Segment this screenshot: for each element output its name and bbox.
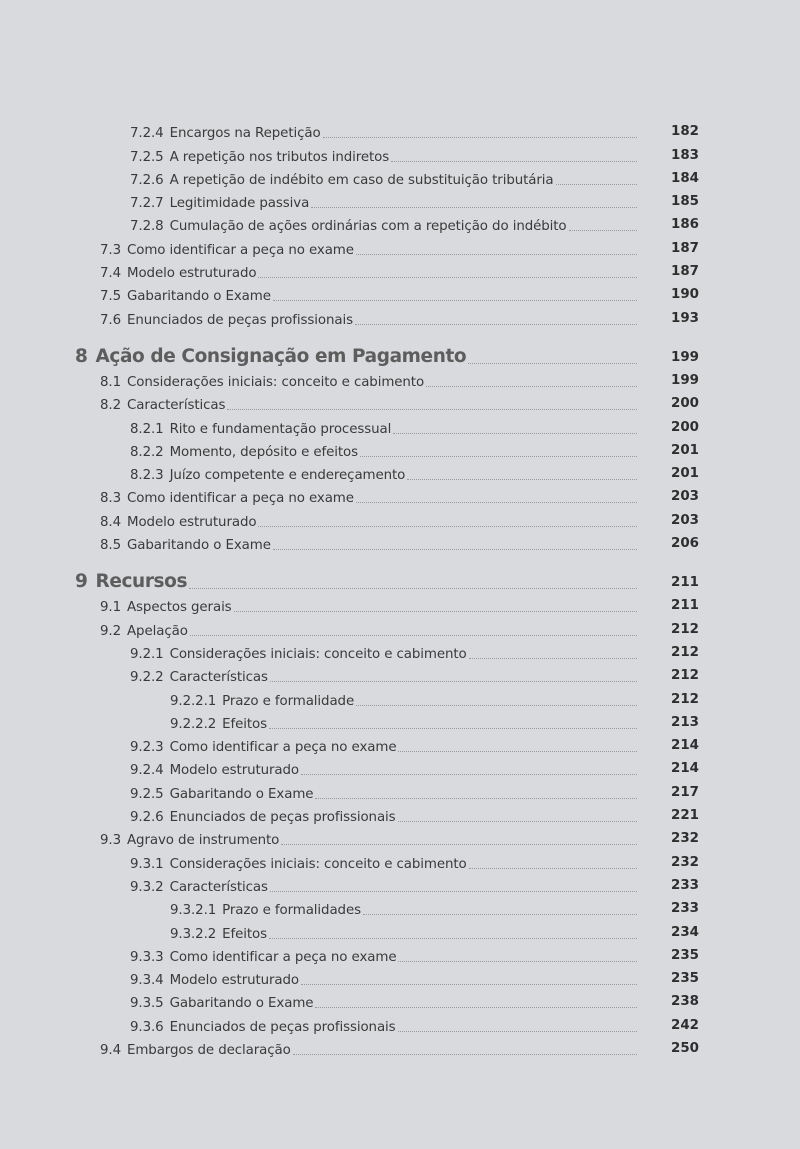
toc-entry-title: Ação de Consignação em Pagamento (95, 345, 467, 367)
dot-leader (356, 254, 637, 255)
toc-entry[interactable] (0, 508, 800, 531)
toc-entry-label (100, 288, 273, 306)
toc-entry[interactable] (0, 1037, 800, 1060)
toc-entry-page-number: 183 (671, 147, 699, 163)
toc-entry[interactable] (0, 617, 800, 640)
toc-entry-label (130, 467, 407, 485)
dot-leader (301, 774, 637, 775)
dot-leader (281, 844, 637, 845)
toc-entry-label (130, 444, 360, 462)
dot-leader (360, 456, 637, 457)
toc-entry[interactable] (0, 687, 800, 710)
toc-entry-label (130, 995, 315, 1013)
dot-leader (356, 705, 637, 706)
toc-entry-label (130, 669, 270, 687)
toc-entry-page-number: 221 (671, 808, 699, 824)
toc-entry-number: 8.5 (100, 538, 121, 554)
toc-entry[interactable] (0, 920, 800, 943)
toc-entry-label (100, 599, 234, 617)
dot-leader (363, 914, 637, 915)
toc-entry-number: 9.3 (100, 833, 121, 849)
toc-entry-page-number: 185 (671, 194, 699, 210)
toc-entry-page-number: 201 (671, 466, 699, 482)
toc-entry[interactable] (0, 190, 800, 213)
toc-entry-label (130, 856, 469, 874)
toc-entry[interactable] (0, 897, 800, 920)
dot-leader (270, 891, 637, 892)
toc-entry-page-number: 211 (671, 598, 699, 614)
toc-entry-number: 9.4 (100, 1042, 121, 1058)
toc-entry-number: 9.2 (100, 623, 121, 639)
toc-entry-page-number: 212 (671, 644, 699, 660)
toc-entry-label (100, 242, 356, 260)
toc-chapter-entry[interactable] (0, 564, 800, 594)
toc-entry-number: 9.2.2 (130, 670, 164, 686)
toc-entry-title: Efeitos (222, 716, 268, 732)
toc-entry-label (130, 879, 270, 897)
toc-entry[interactable] (0, 120, 800, 143)
toc-entry[interactable] (0, 990, 800, 1013)
toc-entry-title: Características (169, 879, 268, 895)
toc-entry-number: 7.4 (100, 266, 121, 282)
toc-entry[interactable] (0, 804, 800, 827)
toc-entry-number: 9 (75, 571, 88, 593)
toc-entry-title: Gabaritando o Exame (169, 786, 314, 802)
toc-entry-title: Legitimidade passiva (169, 196, 310, 212)
toc-entry-title: Como identificar a peça no exame (127, 491, 354, 507)
dot-leader (227, 409, 637, 410)
toc-entry-label (75, 570, 189, 594)
dot-leader (407, 479, 637, 480)
toc-entry-title: Prazo e formalidade (222, 693, 355, 709)
toc-entry-label (130, 149, 391, 167)
toc-entry-page-number: 213 (671, 714, 699, 730)
toc-entry-page-number: 200 (671, 419, 699, 435)
toc-entry-title: A repetição nos tributos indiretos (169, 149, 390, 165)
dot-leader (356, 502, 637, 503)
toc-entry-label (130, 739, 398, 757)
toc-entry-number: 7.6 (100, 312, 121, 328)
toc-entry-page-number: 186 (671, 217, 699, 233)
toc-entry-label (100, 312, 355, 330)
toc-entry-number: 9.2.1 (130, 646, 164, 662)
toc-entry-page-number: 203 (671, 512, 699, 528)
dot-leader (269, 728, 637, 729)
toc-entry-number: 9.3.6 (130, 1019, 164, 1035)
toc-entry-label (130, 786, 315, 804)
toc-entry-page-number: 182 (671, 124, 699, 140)
toc-entry-label (130, 809, 398, 827)
toc-entry[interactable] (0, 462, 800, 485)
toc-entry[interactable] (0, 532, 800, 555)
dot-leader (323, 137, 637, 138)
toc-entry-label (100, 832, 281, 850)
toc-entry-page-number: 232 (671, 854, 699, 870)
toc-entry-page-number: 233 (671, 877, 699, 893)
toc-entry-page-number: 203 (671, 489, 699, 505)
dot-leader (234, 611, 637, 612)
toc-entry-title: Momento, depósito e efeitos (169, 444, 359, 460)
dot-leader (468, 363, 637, 364)
toc-entry-title: Considerações iniciais: conceito e cabimento (169, 646, 467, 662)
toc-entry-title: Modelo estruturado (169, 763, 300, 779)
toc-entry-title: Efeitos (222, 926, 268, 942)
toc-entry-page-number: 199 (671, 372, 699, 388)
dot-leader (311, 207, 637, 208)
toc-entry-title: Como identificar a peça no exame (127, 242, 354, 258)
toc-entry-label (100, 623, 190, 641)
dot-leader (269, 938, 637, 939)
toc-entry-label (100, 265, 258, 283)
toc-entry-number: 8.2.2 (130, 444, 164, 460)
toc-entry-number: 9.2.5 (130, 786, 164, 802)
toc-entry-title: Enunciados de peças profissionais (169, 810, 396, 826)
toc-entry-title: Modelo estruturado (169, 973, 300, 989)
toc-entry-label (130, 172, 556, 190)
toc-entry-title: Como identificar a peça no exame (169, 740, 397, 756)
toc-entry-title: Rito e fundamentação processual (169, 421, 392, 437)
toc-entry-label (130, 125, 323, 143)
toc-entry-title: Embargos de declaração (127, 1042, 291, 1058)
toc-entry-number: 9.3.5 (130, 996, 164, 1012)
toc-entry-number: 8.3 (100, 491, 121, 507)
dot-leader (393, 433, 637, 434)
toc-entry-number: 8.2 (100, 398, 121, 414)
toc-entry-label (170, 693, 356, 711)
toc-entry-label (75, 345, 468, 369)
table-of-contents (0, 120, 800, 1060)
toc-entry-page-number: 235 (671, 947, 699, 963)
toc-entry-page-number: 187 (671, 264, 699, 280)
toc-entry-number: 7.2.8 (130, 219, 164, 235)
dot-leader (315, 798, 637, 799)
toc-entry-page-number: 212 (671, 668, 699, 684)
toc-entry-page-number: 233 (671, 901, 699, 917)
toc-entry-page-number: 232 (671, 831, 699, 847)
dot-leader (426, 386, 637, 387)
toc-entry-label (130, 218, 569, 236)
toc-entry[interactable] (0, 734, 800, 757)
dot-leader (190, 635, 637, 636)
toc-entry-number: 7.2.7 (130, 196, 164, 212)
toc-entry-title: Prazo e formalidades (222, 903, 361, 919)
toc-entry-title: Gabaritando o Exame (169, 996, 314, 1012)
toc-entry-label (170, 926, 269, 944)
toc-entry-title: Considerações iniciais: conceito e cabimento (127, 374, 425, 390)
toc-entry-page-number: 199 (671, 349, 699, 365)
toc-entry-page-number: 234 (671, 924, 699, 940)
toc-entry[interactable] (0, 369, 800, 392)
toc-entry-number: 9.3.1 (130, 856, 164, 872)
toc-entry-number: 9.2.3 (130, 740, 164, 756)
dot-leader (398, 751, 637, 752)
toc-entry[interactable] (0, 780, 800, 803)
toc-entry[interactable] (0, 415, 800, 438)
toc-entry-title: Considerações iniciais: conceito e cabimento (169, 856, 467, 872)
toc-chapter-entry[interactable] (0, 339, 800, 369)
toc-entry-page-number: 242 (671, 1017, 699, 1033)
toc-entry-title: Aspectos gerais (127, 600, 232, 616)
toc-entry-page-number: 200 (671, 396, 699, 412)
toc-entry[interactable] (0, 439, 800, 462)
toc-entry[interactable] (0, 143, 800, 166)
toc-entry-label (130, 421, 393, 439)
toc-entry-label (170, 716, 269, 734)
toc-entry[interactable] (0, 485, 800, 508)
toc-entry[interactable] (0, 664, 800, 687)
toc-entry-title: Enunciados de peças profissionais (127, 312, 353, 328)
toc-entry-title: Gabaritando o Exame (127, 538, 271, 554)
dot-leader (258, 277, 637, 278)
toc-entry-title: Apelação (127, 623, 188, 639)
toc-entry-page-number: 193 (671, 310, 699, 326)
toc-entry-page-number: 235 (671, 971, 699, 987)
toc-entry-number: 9.3.3 (130, 949, 164, 965)
toc-entry-number: 8.2.3 (130, 468, 164, 484)
dot-leader (398, 961, 637, 962)
toc-entry-title: Modelo estruturado (127, 514, 257, 530)
toc-entry-label (100, 374, 426, 392)
dot-leader (273, 300, 637, 301)
toc-entry[interactable] (0, 236, 800, 259)
toc-entry-page-number: 217 (671, 784, 699, 800)
toc-entry-number: 8.2.1 (130, 421, 164, 437)
toc-entry-page-number: 238 (671, 994, 699, 1010)
toc-entry-page-number: 211 (671, 575, 699, 591)
dot-leader (270, 681, 637, 682)
toc-entry-page-number: 187 (671, 240, 699, 256)
toc-entry-title: Agravo de instrumento (127, 833, 280, 849)
toc-entry-number: 8 (75, 345, 88, 367)
toc-entry[interactable] (0, 874, 800, 897)
toc-entry-page-number: 206 (671, 536, 699, 552)
toc-entry-page-number: 214 (671, 738, 699, 754)
toc-entry-number: 9.3.2.1 (170, 903, 217, 919)
toc-entry-page-number: 212 (671, 621, 699, 637)
dot-leader (391, 161, 637, 162)
toc-entry[interactable] (0, 967, 800, 990)
dot-leader (398, 1031, 637, 1032)
toc-entry-number: 7.3 (100, 242, 121, 258)
dot-leader (273, 549, 637, 550)
toc-entry[interactable] (0, 213, 800, 236)
toc-entry-label (130, 972, 301, 990)
toc-entry-label (130, 646, 469, 664)
toc-entry-label (130, 762, 301, 780)
toc-entry-title: Características (127, 398, 226, 414)
toc-entry[interactable] (0, 594, 800, 617)
dot-leader (258, 526, 637, 527)
toc-entry[interactable] (0, 944, 800, 967)
dot-leader (355, 324, 637, 325)
toc-entry-number: 9.2.4 (130, 763, 164, 779)
toc-entry-label (100, 490, 356, 508)
toc-entry-title: Juízo competente e endereçamento (169, 468, 406, 484)
toc-entry-label (100, 537, 273, 555)
toc-entry-title: A repetição de indébito em caso de substituição tributária (169, 172, 554, 188)
toc-entry-label (130, 1019, 398, 1037)
toc-entry[interactable] (0, 283, 800, 306)
toc-entry-number: 9.3.2 (130, 879, 164, 895)
toc-entry-title: Modelo estruturado (127, 266, 257, 282)
toc-entry[interactable] (0, 392, 800, 415)
toc-entry-number: 7.2.5 (130, 149, 164, 165)
dot-leader (398, 821, 637, 822)
toc-entry-number: 9.3.2.2 (170, 926, 217, 942)
toc-entry[interactable] (0, 306, 800, 329)
toc-entry[interactable] (0, 850, 800, 873)
toc-entry-title: Cumulação de ações ordinárias com a repetição do indébito (169, 219, 567, 235)
dot-leader (556, 184, 638, 185)
dot-leader (189, 588, 637, 589)
dot-leader (469, 868, 637, 869)
toc-entry[interactable] (0, 827, 800, 850)
toc-entry-number: 9.3.4 (130, 973, 164, 989)
toc-entry-page-number: 184 (671, 170, 699, 186)
toc-entry-number: 8.4 (100, 514, 121, 530)
toc-entry-number: 9.2.2.1 (170, 693, 217, 709)
toc-entry-number: 7.2.6 (130, 172, 164, 188)
toc-entry-title: Enunciados de peças profissionais (169, 1019, 396, 1035)
dot-leader (469, 658, 637, 659)
toc-entry[interactable] (0, 1013, 800, 1036)
dot-leader (293, 1054, 637, 1055)
dot-leader (315, 1007, 637, 1008)
toc-entry[interactable] (0, 167, 800, 190)
toc-entry-page-number: 212 (671, 691, 699, 707)
toc-entry-label (130, 949, 398, 967)
toc-entry-page-number: 214 (671, 761, 699, 777)
toc-entry-title: Gabaritando o Exame (127, 289, 271, 305)
toc-entry-number: 9.2.2.2 (170, 716, 217, 732)
toc-entry-label (100, 1042, 293, 1060)
toc-entry-label (130, 195, 311, 213)
toc-entry-page-number: 201 (671, 442, 699, 458)
toc-entry-number: 9.2.6 (130, 810, 164, 826)
dot-leader (301, 984, 637, 985)
toc-entry[interactable] (0, 711, 800, 734)
toc-entry-title: Como identificar a peça no exame (169, 949, 397, 965)
toc-entry-label (100, 514, 258, 532)
toc-entry[interactable] (0, 260, 800, 283)
toc-entry-number: 7.2.4 (130, 126, 164, 142)
toc-entry[interactable] (0, 757, 800, 780)
toc-entry-number: 7.5 (100, 289, 121, 305)
toc-entry-page-number: 250 (671, 1040, 699, 1056)
toc-entry-number: 8.1 (100, 374, 121, 390)
toc-entry-label (170, 902, 363, 920)
toc-entry-number: 9.1 (100, 600, 121, 616)
toc-entry-page-number: 190 (671, 287, 699, 303)
toc-entry-title: Encargos na Repetição (169, 126, 321, 142)
toc-entry-label (100, 397, 227, 415)
toc-entry-title: Recursos (95, 571, 188, 593)
dot-leader (569, 230, 637, 231)
toc-entry[interactable] (0, 641, 800, 664)
toc-entry-title: Características (169, 670, 268, 686)
